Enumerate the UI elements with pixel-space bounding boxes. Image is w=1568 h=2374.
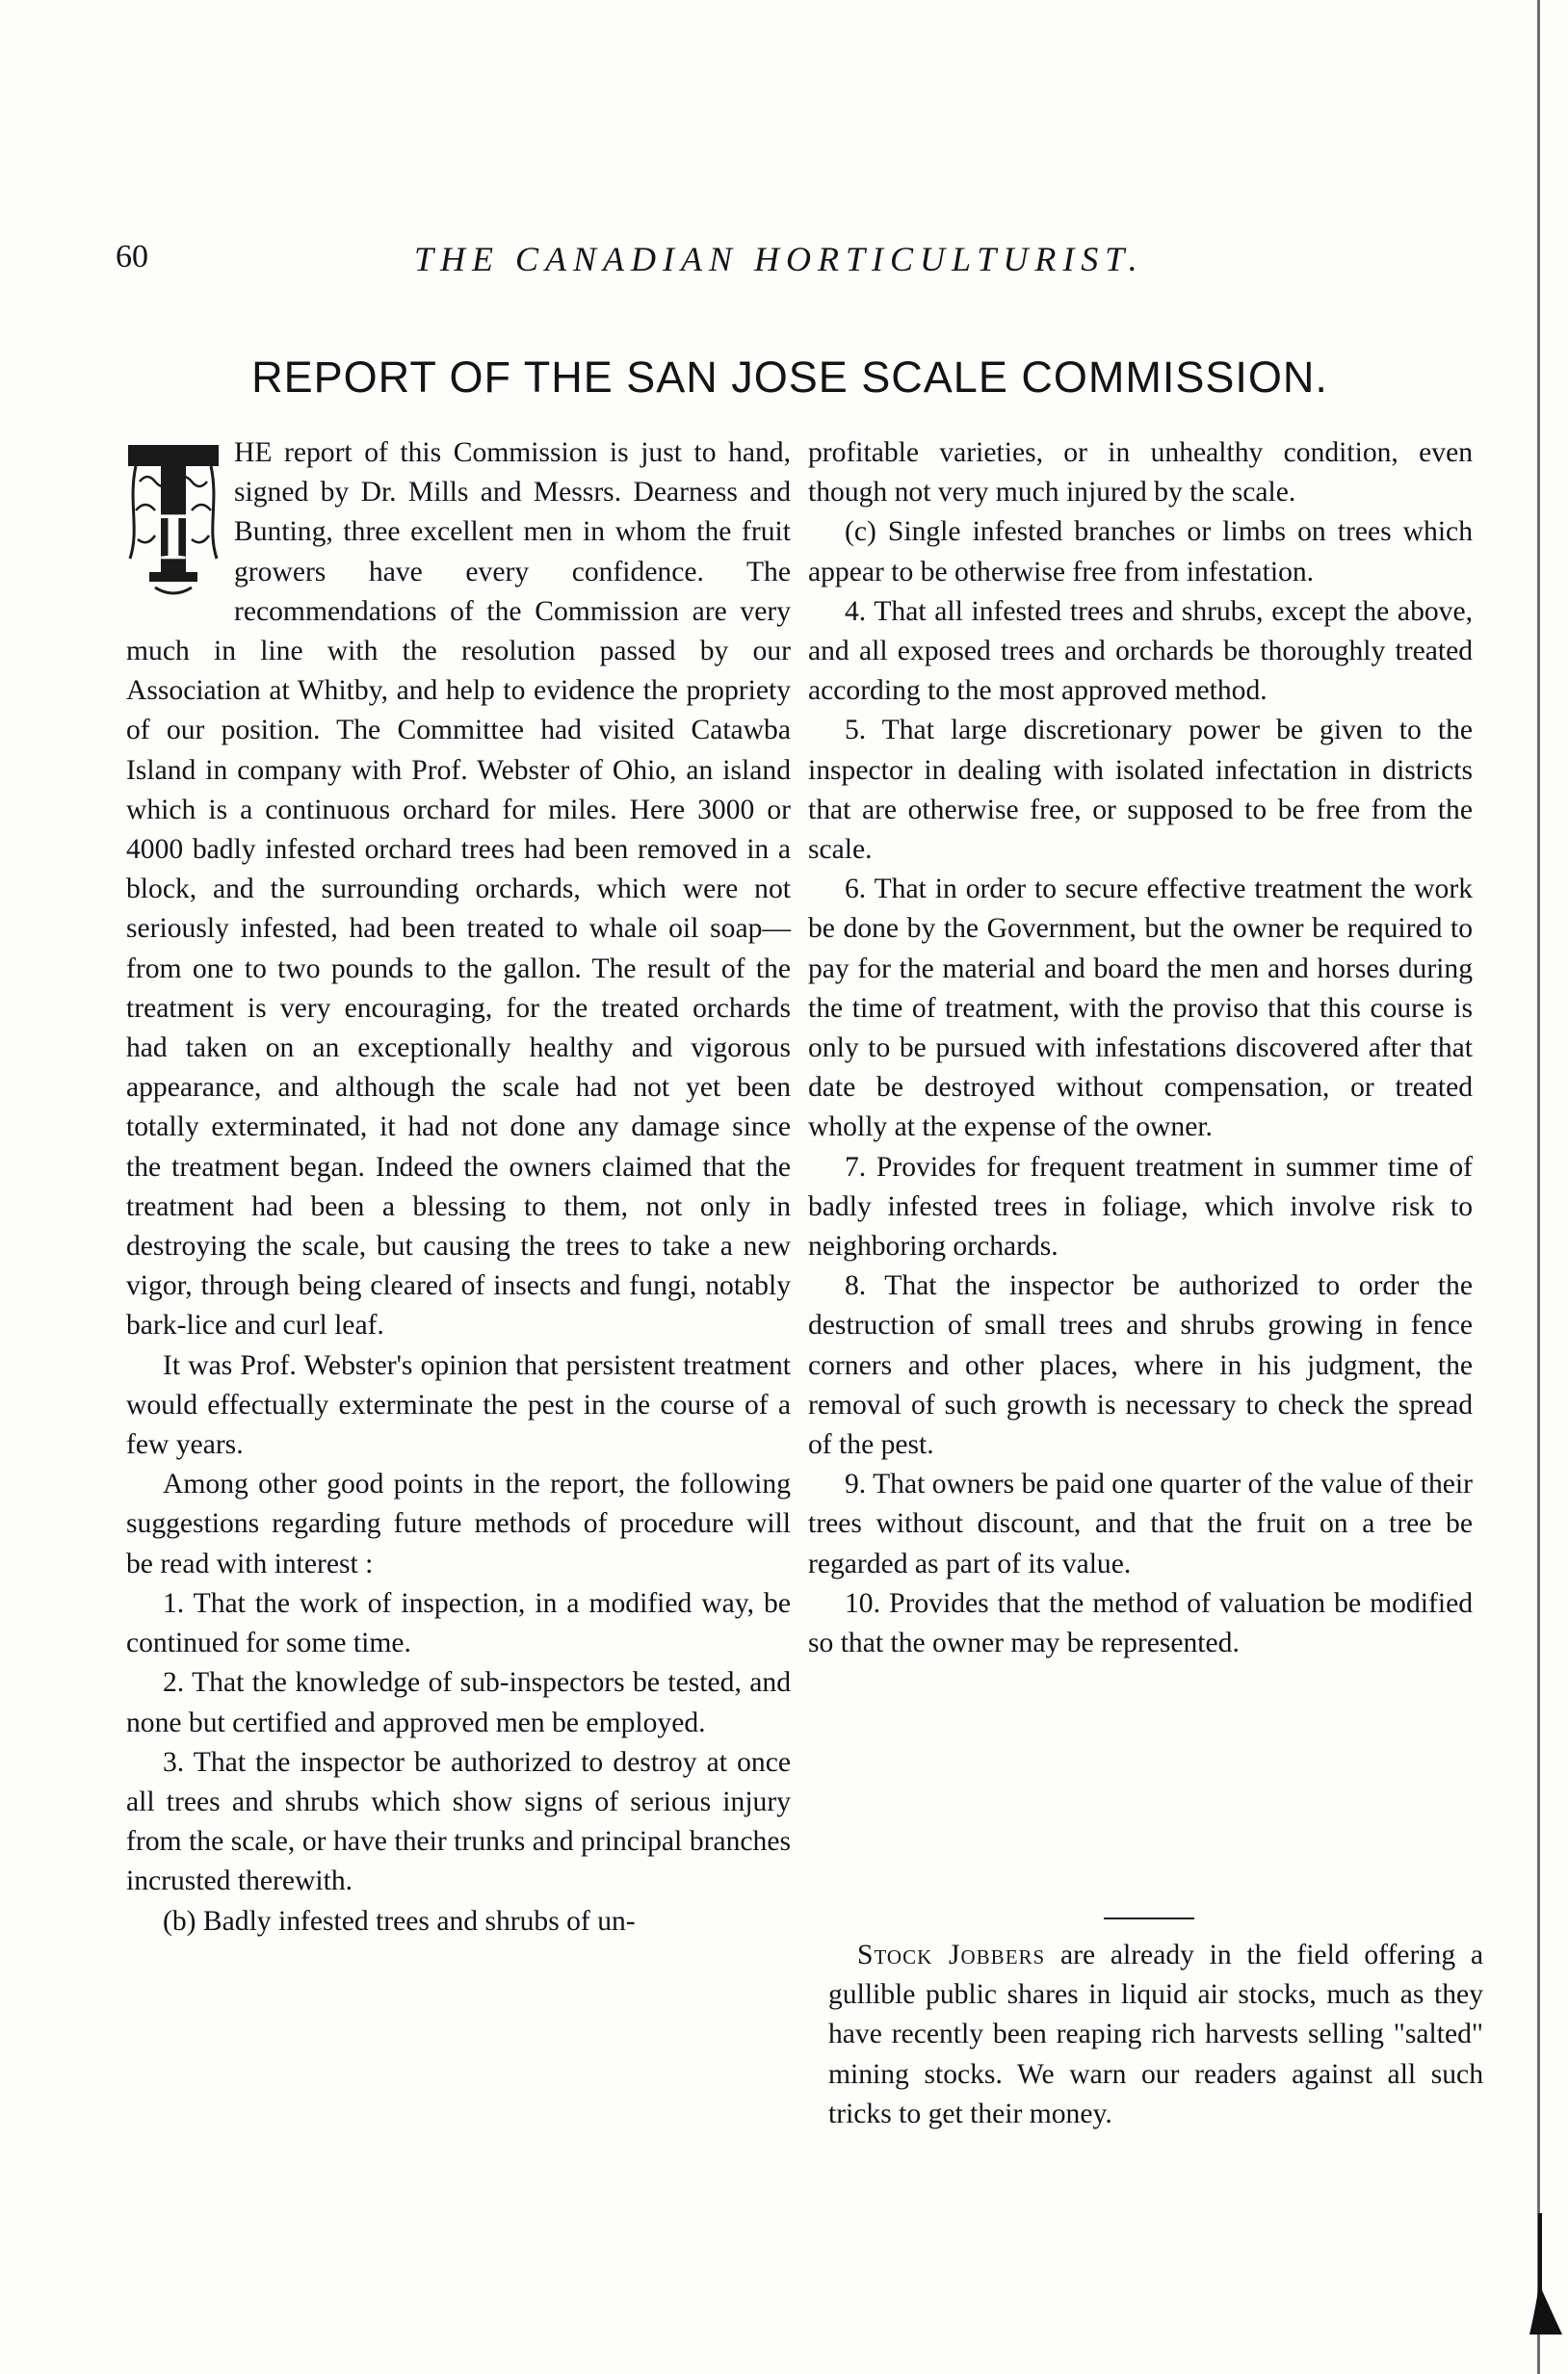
list-item-6: 6. That in order to secure effective treatment the work be done by the Government, but the owner be required to pay for the material and board the men and horses during the time of treatment, with the proviso that this course is only to be pursued with infestations discovered after that date be destroyed without compensation, or treated wholly at the expense of the owner. bbox=[808, 874, 1473, 1143]
page-edge-line bbox=[1537, 0, 1540, 2374]
section-divider bbox=[1104, 1917, 1194, 1919]
list-item-3b-continued: profitable varieties, or in unhealthy condition, even though not very much injured by the scale. bbox=[808, 437, 1473, 509]
article-title: REPORT OF THE SAN JOSE SCALE COMMISSION. bbox=[251, 352, 1328, 402]
list-item-9: 9. That owners be paid one quarter of the value of their trees without discount, and that the fruit on a tree be regarded as part of its value. bbox=[808, 1469, 1473, 1579]
note-text: are already in the field offering a gullible public shares in liquid air stocks, much as they have recently been reaping rich harvests selling "salted" mining stocks. We warn our readers against all such tricks to get their money. bbox=[828, 1940, 1484, 2129]
note-lead: Stock Jobbers bbox=[857, 1940, 1046, 1970]
left-column bbox=[126, 433, 791, 1942]
list-item-2: 2. That the knowledge of sub-inspectors be tested, and none but certified and approved men be employed. bbox=[126, 1667, 791, 1738]
list-item-3b: (b) Badly infested trees and shrubs of un- bbox=[163, 1905, 636, 1937]
list-item-8: 8. That the inspector be authorized to order the destruction of small trees and shrubs growing in fence corners and other places, where in his judgment, the removal of such growth is necessary to check the spread of the pest. bbox=[808, 1270, 1473, 1461]
list-item-10: 10. Provides that the method of valuation be modified so that the owner may be represented. bbox=[808, 1587, 1473, 1659]
note-paragraph bbox=[828, 1936, 1483, 2134]
page-edge-mark bbox=[1524, 2213, 1562, 2338]
page-number: 60 bbox=[116, 239, 148, 274]
ornamental-drop-cap bbox=[126, 443, 221, 597]
paragraph-webster: It was Prof. Webster's opinion that persistent treatment would effectually exterminate the pest in the course of a few years. bbox=[126, 1349, 791, 1461]
list-item-3c: (c) Single infested branches or limbs on trees which appear to be otherwise free from infestation. bbox=[808, 516, 1473, 587]
list-item-7: 7. Provides for frequent treatment in summer time of badly infested trees in foliage, which involve risk to neighboring orchards. bbox=[808, 1151, 1473, 1263]
list-item-1: 1. That the work of inspection, in a modified way, be continued for some time. bbox=[126, 1587, 791, 1659]
stock-jobbers-note bbox=[828, 1936, 1483, 2134]
list-item-5: 5. That large discretionary power be given to the inspector in dealing with isolated infectation in districts that are otherwise free, or supposed to be free from the scale. bbox=[808, 715, 1473, 866]
paragraph-suggestions-intro: Among other good points in the report, the following suggestions regarding future methods of procedure will be read with interest : bbox=[126, 1469, 791, 1579]
list-item-3: 3. That the inspector be authorized to destroy at once all trees and shrubs which show signs of serious injury from the scale, or have their trunks and principal branches incrusted therewith. bbox=[126, 1746, 791, 1897]
list-item-4: 4. That all infested trees and shrubs, except the above, and all exposed trees and orchards be thoroughly treated according to the most approved method. bbox=[808, 595, 1473, 707]
drop-cap-letter: T bbox=[150, 500, 196, 574]
right-column bbox=[808, 433, 1473, 1663]
intro-paragraph bbox=[126, 433, 791, 1346]
intro-text: HE report of this Commission is just to hand, signed by Dr. Mills and Messrs. Dearness and Bunting, three excellent men in whom the fruit growers have every confidence. The recommendations of the Commission are very much in line with the resolution passed by our Association at Whitby, and help to evidence the propriety of our position. The Committee had visited Catawba Island in company with Prof. Webster of Ohio, an island which is a continuous orchard for miles. Here 3000 or 4000 badly infested orchard trees had been removed in a block, and the surrounding orchards, which were not seriously infested, had been treated to whale oil soap—from one to two pounds to the gallon. The result of the treatment is very encouraging, for the treated orchards had taken on an exceptionally healthy and vigorous appearance, and although the scale had not yet been totally exterminated, it had not done any damage since the treatment began. Indeed the owners claimed that the treatment had been a blessing to them, not only in destroying the scale, but causing the trees to take a new vigor, through being cleared of insects and fungi, notably bark-lice and curl leaf. bbox=[126, 437, 791, 1342]
journal-title: THE CANADIAN HORTICULTURIST. bbox=[414, 240, 1144, 278]
running-head bbox=[116, 239, 1464, 287]
